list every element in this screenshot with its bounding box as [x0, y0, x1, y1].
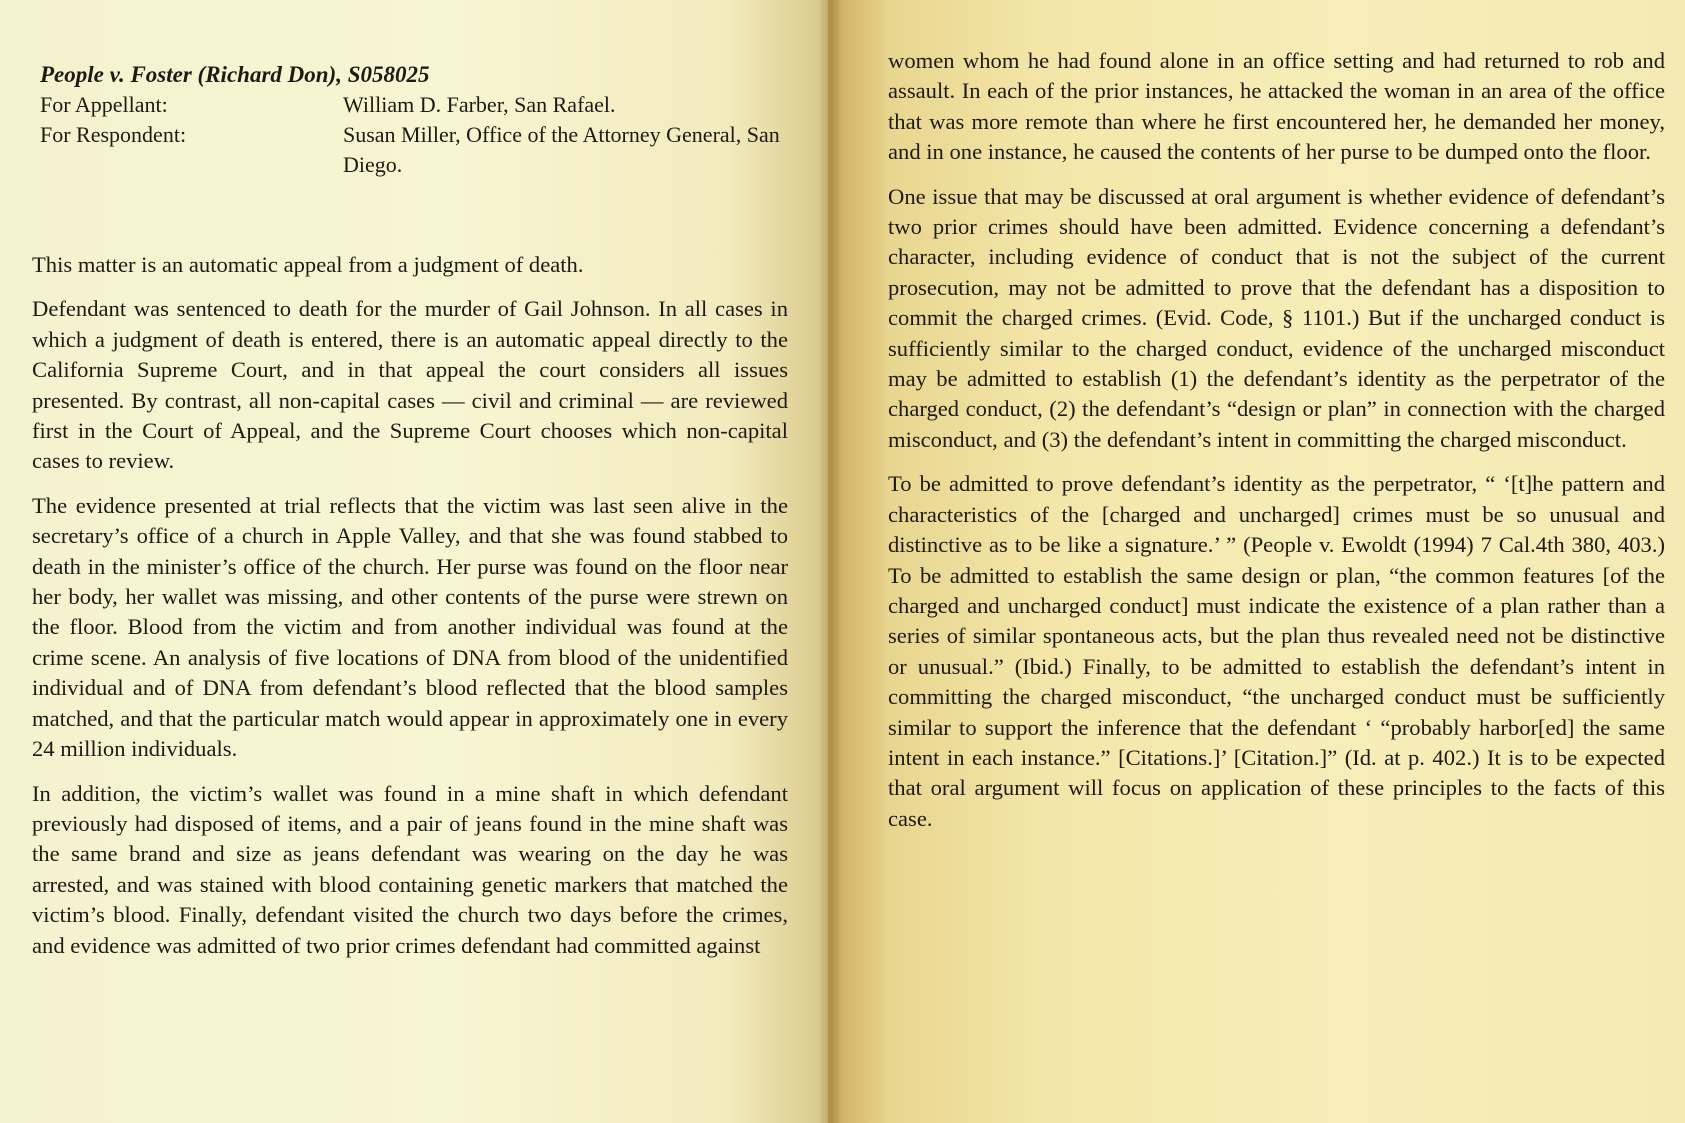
left-page: [0, 0, 828, 1123]
right-body: [888, 46, 1665, 834]
counsel-appellant: [40, 90, 788, 120]
case-header: [40, 60, 788, 180]
paragraph: Defendant was sentenced to death for the murder of Gail Johnson. In all cases in which a judgment of death is entered, there is an automatic appeal directly to the California Supreme Court, and in that appeal the court considers all issues presented. By contrast, all non-capital cases — civil and criminal — are reviewed first in the Court of Appeal, and the Supreme Court chooses which non-capital cases to review.: [32, 296, 788, 474]
counsel-value: William D. Farber, San Rafael.: [343, 92, 616, 117]
paragraph: This matter is an automatic appeal from a judgment of death.: [32, 252, 584, 277]
right-page: [828, 0, 1685, 1123]
paragraph: women whom he had found alone in an office setting and had returned to rob and assault. In each of the prior instances, he attacked the woman in an area of the office that was more remote than where he first encountered her, he demanded her money, and in one instance, he caused the contents of her purse to be dumped onto the floor.: [888, 48, 1665, 165]
counsel-respondent: [40, 120, 788, 180]
paragraph: The evidence presented at trial reflects that the victim was last seen alive in the secretary’s office of a church in Apple Valley, and that she was found stabbed to death in the minister’s office of the church. Her purse was found on the floor near her body, her wallet was missing, and other contents of the purse were strewn on the floor. Blood from the victim and from another individual was found at the crime scene. An analysis of five locations of DNA from blood of the unidentified individual and of DNA from defendant’s blood reflected that the blood samples matched, and that the particular match would appear in approximately one in every 24 million individuals.: [32, 492, 788, 762]
paragraph: In addition, the victim’s wallet was found in a mine shaft in which defendant previously had disposed of items, and a pair of jeans found in the mine shaft was the same brand and size as jeans defendant was wearing on the day he was arrested, and was stained with blood containing genetic markers that matched the victim’s blood. Finally, defendant visited the church two days before the crimes, and evidence was admitted of two prior crimes defendant had committed against: [32, 780, 788, 958]
counsel-value: Susan Miller, Office of the Attorney General, San Diego.: [343, 122, 780, 177]
left-body: [32, 250, 788, 961]
counsel-label: For Appellant:: [40, 92, 168, 117]
paragraph: One issue that may be discussed at oral argument is whether evidence of defendant’s two prior crimes should have been admitted. Evidence concerning a defendant’s character, including evidence of conduct that is not the subject of the current prosecution, may not be admitted to prove that the defendant has a disposition to commit the charged crimes. (Evid. Code, § 1101.) But if the uncharged conduct is sufficiently similar to the charged conduct, evidence of the uncharged misconduct may be admitted to establish (1) the defendant’s identity as the perpetrator of the charged conduct, (2) the defendant’s “design or plan” in connection with the charged misconduct, and (3) the defendant’s intent in committing the charged misconduct.: [888, 183, 1665, 452]
paragraph: To be admitted to prove defendant’s identity as the perpetrator, “ ‘[t]he pattern and characteristics of the [charged and uncharged] crimes must be so unusual and distinctive as to be like a signature.’ ” (People v. Ewoldt (1994) 7 Cal.4th 380, 403.) To be admitted to establish the same design or plan, “the common features [of the charged and uncharged conduct] must indicate the existence of a plan rather than a series of similar spontaneous acts, but the plan thus revealed need not be distinctive or unusual.” (Ibid.) Finally, to be admitted to establish the defendant’s intent in committing the charged misconduct, “the uncharged conduct must be sufficiently similar to support the inference that the defendant ‘ “probably harbor[ed] the same intent in each instance.” [Citations.]’ [Citation.]” (Id. at p. 402.) It is to be expected that oral argument will focus on application of these principles to the facts of this case.: [888, 471, 1665, 831]
case-title: People v. Foster (Richard Don), S058025: [40, 62, 430, 87]
counsel-label: For Respondent:: [40, 122, 187, 147]
